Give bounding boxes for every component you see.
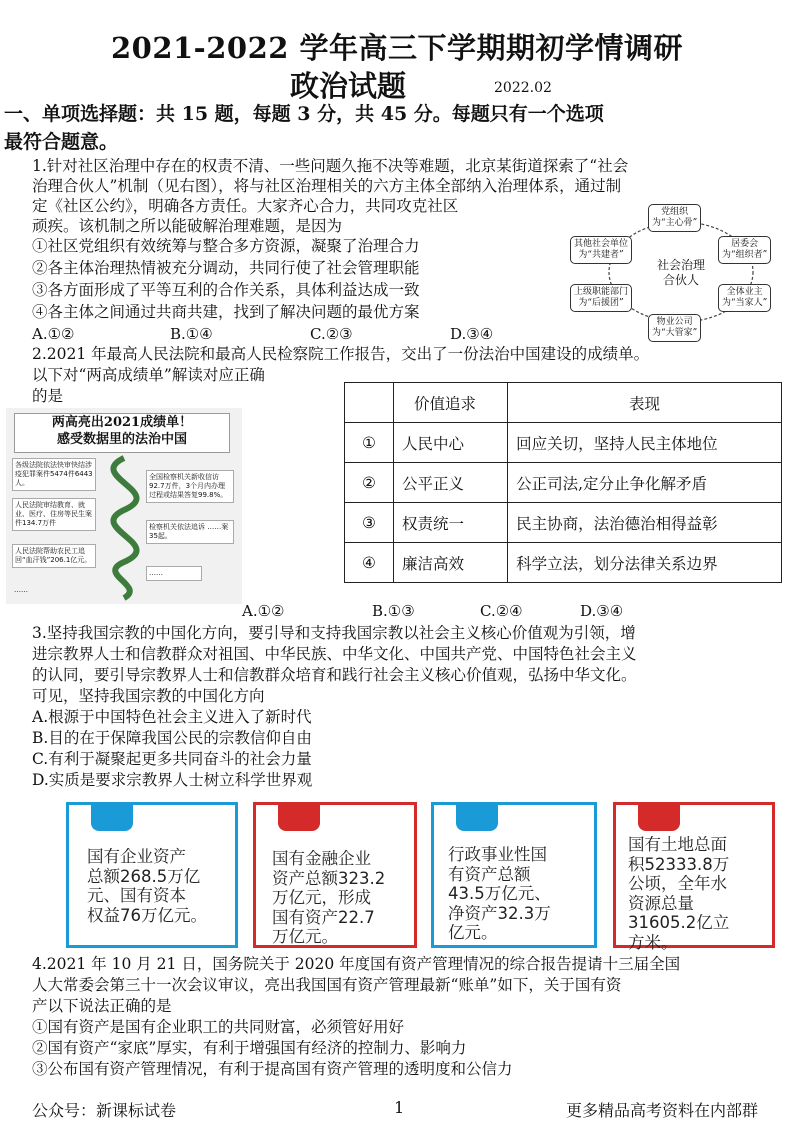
card-line: 国有金融企业 <box>272 849 371 868</box>
card-line: 行政事业性国 <box>448 845 547 864</box>
q1-option-b: B.①④ <box>170 325 213 343</box>
q1-item-1: ①社区党组织有效统筹与整合多方资源，凝聚了治理合力 <box>32 237 420 255</box>
q1-item-4: ④各主体之间通过共商共建，找到了解决问题的最优方案 <box>32 303 420 321</box>
card-line: 有资产总额 <box>448 864 531 884</box>
infographic-right-3: …… <box>146 566 202 581</box>
q2-stem-1: 2.2021 年最高人民法院和最高人民检察院工作报告，交出了一份法治中国建设的成绩单。 <box>32 345 650 363</box>
card-line: 万亿元。 <box>272 927 338 946</box>
value-table <box>344 382 782 583</box>
node-superior-role: 为“后援团” <box>578 298 624 308</box>
card-text <box>628 835 729 952</box>
table-cell: 公平正义 <box>394 463 508 503</box>
infographic-left-1: 各级法院依法快审快结涉疫犯罪案件5474件6443人。 <box>12 458 96 491</box>
table-header-cell: 表现 <box>508 383 782 423</box>
asset-card-administrative <box>431 802 597 948</box>
card-line: 43.5万亿元、 <box>448 884 551 903</box>
q2-option-a: A.①② <box>242 602 285 620</box>
table-row <box>345 503 782 543</box>
q3-option-b: B.目的在于保障我国公民的宗教信仰自由 <box>32 729 312 747</box>
card-line: 资源总量 <box>628 893 694 913</box>
diagram-node-property <box>648 314 701 342</box>
q4-stem-2: 人大常委会第三十一次会议审议，亮出我国国有资产管理最新“账单”如下，关于国有资 <box>32 976 622 994</box>
table-cell: 科学立法，划分法律关系边界 <box>508 543 782 583</box>
card-text <box>87 847 207 925</box>
q3-stem-4: 可见，坚持我国宗教的中国化方向 <box>32 687 265 705</box>
diagram-node-party <box>648 204 701 232</box>
q1-stem-3: 定《社区公约》，明确各方责任。大家齐心合力，共同攻克社区 <box>32 197 459 215</box>
node-social-name: 其他社会单位 <box>574 239 629 249</box>
table-row <box>345 463 782 503</box>
card-line: 国有企业资产 <box>87 847 186 866</box>
table-cell: 公正司法,定分止争化解矛盾 <box>508 463 782 503</box>
table-row <box>345 423 782 463</box>
diagram-node-committee <box>718 236 771 264</box>
card-line: 积52333.8万 <box>628 854 730 874</box>
node-committee-name: 居委会 <box>731 239 759 249</box>
q4-item-1: ①国有资产是国有企业职工的共同财富，必须管好用好 <box>32 1018 405 1036</box>
table-header-cell <box>345 383 394 423</box>
card-line: 方米。 <box>628 932 678 952</box>
diagram-center <box>646 258 716 288</box>
q1-stem-2: 治理合伙人”机制（见右图），将与社区治理相关的六方主体全部纳入治理体系，通过制 <box>32 177 622 195</box>
card-line: 公顷，全年水 <box>628 874 727 893</box>
table-cell: 人民中心 <box>394 423 508 463</box>
infographic-left-2: 人民法院审结教育、就业、医疗、住房等民生案件134.7万件 <box>12 498 96 531</box>
diagram-center-line1: 社会治理 <box>656 258 705 272</box>
q4-item-3: ③公布国有资产管理情况，有利于提高国有资产管理的透明度和公信力 <box>32 1060 513 1078</box>
infographic-right-2: 检察机关依法追诉 ……案35起。 <box>146 520 234 544</box>
node-owners-name: 全体业主 <box>726 287 763 297</box>
q1-option-a: A.①② <box>32 325 75 343</box>
diagram-node-owners <box>718 284 771 312</box>
table-cell: 回应关切，坚持人民主体地位 <box>508 423 782 463</box>
exam-subtitle: 政治试题 <box>290 69 407 103</box>
q1-option-d: D.③④ <box>450 325 494 343</box>
card-line: 国有资产22.7 <box>272 907 375 927</box>
q1-stem-1: 1.针对社区治理中存在的权责不清、一些问题久拖不决等难题，北京某街道探索了“社会 <box>32 157 629 175</box>
exam-date: 2022.02 <box>494 80 552 96</box>
card-line: 万亿元，形成 <box>272 888 371 907</box>
asset-card-enterprise <box>66 802 238 948</box>
node-property-role: 为“大管家” <box>652 328 698 338</box>
card-line: 国有土地总面 <box>628 835 727 854</box>
table-cell: ① <box>345 423 394 463</box>
card-text <box>272 849 385 947</box>
q4-item-2: ②国有资产“家底”厚实，有利于增强国有经济的控制力、影响力 <box>32 1039 467 1057</box>
footer-left: 公众号：新课标试卷 <box>32 1101 177 1120</box>
card-text <box>448 845 551 943</box>
q2-option-b: B.①③ <box>372 602 415 620</box>
table-header-cell: 价值追求 <box>394 383 508 423</box>
infographic-right-1: 全国检察机关新收信访92.7万件，3个月内办理过程或结果答复99.8%。 <box>146 470 234 503</box>
card-tab <box>278 805 320 831</box>
section-heading-cont: 最符合题意。 <box>4 131 119 153</box>
node-party-name: 党组织 <box>661 207 689 217</box>
asset-card-land <box>613 802 775 952</box>
q3-option-a: A.根源于中国特色社会主义进入了新时代 <box>32 708 312 726</box>
footer-right: 更多精品高考资料在内部群 <box>566 1101 759 1120</box>
node-superior-name: 上级职能部门 <box>574 287 629 297</box>
table-row <box>345 543 782 583</box>
card-line: 净资产32.3万 <box>448 903 551 923</box>
node-party-role: 为“主心骨” <box>652 218 698 228</box>
card-line: 总额268.5万亿 <box>87 866 201 886</box>
table-header-row <box>345 383 782 423</box>
table-cell: ③ <box>345 503 394 543</box>
table-cell: ② <box>345 463 394 503</box>
table-cell: ④ <box>345 543 394 583</box>
card-tab <box>91 805 133 831</box>
node-committee-role: 为“组织者” <box>722 250 768 260</box>
infographic-subtitle: 感受数据里的法治中国 <box>56 432 187 447</box>
card-tab <box>638 805 680 831</box>
q1-item-2: ②各主体治理热情被充分调动，共同行使了社会管理职能 <box>32 259 420 277</box>
asset-card-financial <box>253 802 417 948</box>
q3-stem-1: 3.坚持我国宗教的中国化方向，要引导和支持我国宗教以社会主义核心价值观为引领，增 <box>32 624 636 642</box>
diagram-node-superior <box>570 284 632 312</box>
q3-stem-3: 的认同，要引导宗教界人士和信教群众培育和践行社会主义核心价值观，弘扬中华文化。 <box>32 666 637 684</box>
table-cell: 廉洁高效 <box>394 543 508 583</box>
q4-stem-1: 4.2021 年 10 月 21 日，国务院关于 2020 年度国有资产管理情况的综合报告提请十三届全国 <box>32 955 681 973</box>
governance-partner-diagram <box>568 200 792 342</box>
infographic-left-3: 人民法院帮助农民工追回“血汗钱”206.1亿元。 <box>12 544 96 568</box>
card-line: 亿元。 <box>448 923 498 942</box>
q2-stem-2: 以下对“两高成绩单”解读对应正确 <box>32 366 265 384</box>
infographic-left-4: …… <box>14 586 28 594</box>
card-line: 资产总额323.2 <box>272 868 386 888</box>
diagram-node-social <box>570 236 632 264</box>
q2-option-c: C.②④ <box>480 602 523 620</box>
q3-stem-2: 进宗教界人士和信教群众对祖国、中华民族、中华文化、中国共产党、中国特色社会主义 <box>32 645 637 663</box>
node-property-name: 物业公司 <box>656 317 693 327</box>
q3-option-c: C.有利于凝聚起更多共同奋斗的社会力量 <box>32 750 312 768</box>
q2-stem-3: 的是 <box>32 387 64 405</box>
page-number: 1 <box>394 1098 405 1117</box>
q1-option-c: C.②③ <box>310 325 353 343</box>
infographic-title: 两高亮出2021成绩单！ <box>51 415 193 430</box>
node-social-role: 为“共建者” <box>578 250 624 260</box>
q2-option-d: D.③④ <box>580 602 624 620</box>
card-tab <box>456 805 498 831</box>
q1-stem-4: 顽疾。该机制之所以能破解治理难题，是因为 <box>32 217 343 235</box>
card-line: 元、国有资本 <box>87 886 186 905</box>
q1-item-3: ③各方面形成了平等互利的合作关系，具体利益达成一致 <box>32 281 420 299</box>
diagram-center-line2: 合伙人 <box>662 273 699 287</box>
table-cell: 民主协商，法治德治相得益彰 <box>508 503 782 543</box>
node-owners-role: 为“当家人” <box>722 298 768 308</box>
card-line: 权益76万亿元。 <box>87 905 207 925</box>
table-cell: 权责统一 <box>394 503 508 543</box>
q4-stem-3: 产以下说法正确的是 <box>32 997 172 1015</box>
card-line: 31605.2亿立 <box>628 913 730 932</box>
q3-option-d: D.实质是要求宗教界人士树立科学世界观 <box>32 771 313 789</box>
section-heading: 一、单项选择题：共 15 题，每题 3 分，共 45 分。每题只有一个选项 <box>4 103 604 125</box>
exam-title: 2021-2022 学年高三下学期期初学情调研 <box>110 31 684 65</box>
two-courts-infographic <box>6 408 242 604</box>
